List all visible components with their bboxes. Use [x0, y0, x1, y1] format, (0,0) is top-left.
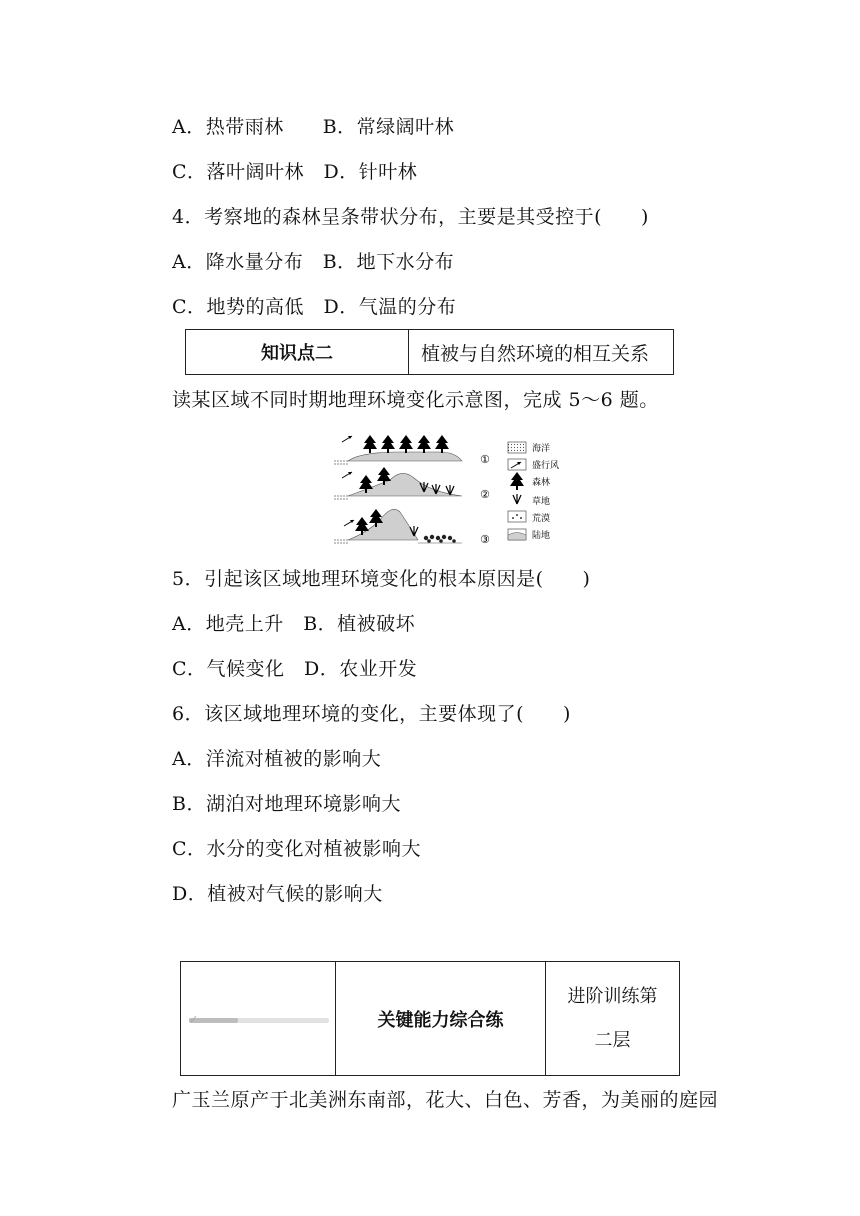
check-icon: ✓	[189, 1013, 199, 1026]
q6-option-a: A．洋流对植被的影响大	[172, 748, 382, 770]
q4-options-cd: C．地势的高低 D．气温的分布	[172, 296, 457, 318]
knowledge-point-label: 知识点二	[186, 330, 409, 374]
stage-2-panel	[334, 467, 490, 501]
q6-option-b: B．湖泊对地理环境影响大	[172, 793, 401, 815]
q6-option-d: D．植被对气候的影响大	[172, 883, 383, 905]
section-progress-cell	[181, 962, 336, 1075]
section-level	[546, 962, 679, 1075]
q3-options-ab: A．热带雨林 B．常绿阔叶林	[172, 116, 455, 138]
section-level-line1: 进阶训练第	[567, 985, 658, 1007]
knowledge-point-title: 植被与自然环境的相互关系	[421, 342, 650, 365]
legend-grassland: 草地	[532, 497, 551, 507]
legend-land: 陆地	[532, 531, 551, 541]
legend-forest: 森林	[532, 478, 551, 488]
intro-5-6: 读某区域不同时期地理环境变化示意图，完成 5～6 题。	[172, 389, 659, 411]
section-header-table	[180, 961, 680, 1076]
stage-label-1: ①	[480, 453, 490, 466]
section-progress-bar	[189, 1018, 329, 1023]
section-level-line2: 二层	[594, 1029, 631, 1051]
figure-legend	[508, 442, 559, 541]
stage-label-2: ②	[480, 488, 490, 501]
q5-options-ab: A．地壳上升 B．植被破坏	[172, 613, 416, 635]
section-title: 关键能力综合练	[336, 962, 546, 1075]
legend-desert: 荒漠	[532, 514, 551, 524]
q6-option-c: C．水分的变化对植被影响大	[172, 838, 422, 860]
knowledge-point-table	[185, 329, 674, 375]
q5-options-cd: C．气候变化 D．农业开发	[172, 658, 418, 680]
passage-text: 广玉兰原产于北美洲东南部，花大、白色、芳香，为美丽的庭园	[172, 1089, 719, 1111]
stage-1-panel	[334, 435, 490, 466]
q5-stem: 5．引起该区域地理环境变化的根本原因是( )	[172, 568, 591, 590]
q4-stem: 4．考察地的森林呈条带状分布，主要是其受控于( )	[172, 206, 649, 228]
environment-change-figure	[330, 428, 580, 550]
stage-3-panel	[334, 509, 490, 546]
q3-options-cd: C．落叶阔叶林 D．针叶林	[172, 161, 418, 183]
stage-label-3: ③	[480, 533, 490, 546]
legend-ocean: 海洋	[532, 444, 551, 454]
legend-prevailing-wind: 盛行风	[532, 461, 560, 471]
q4-options-ab: A．降水量分布 B．地下水分布	[172, 251, 455, 273]
q6-stem: 6．该区域地理环境的变化，主要体现了( )	[172, 703, 571, 725]
